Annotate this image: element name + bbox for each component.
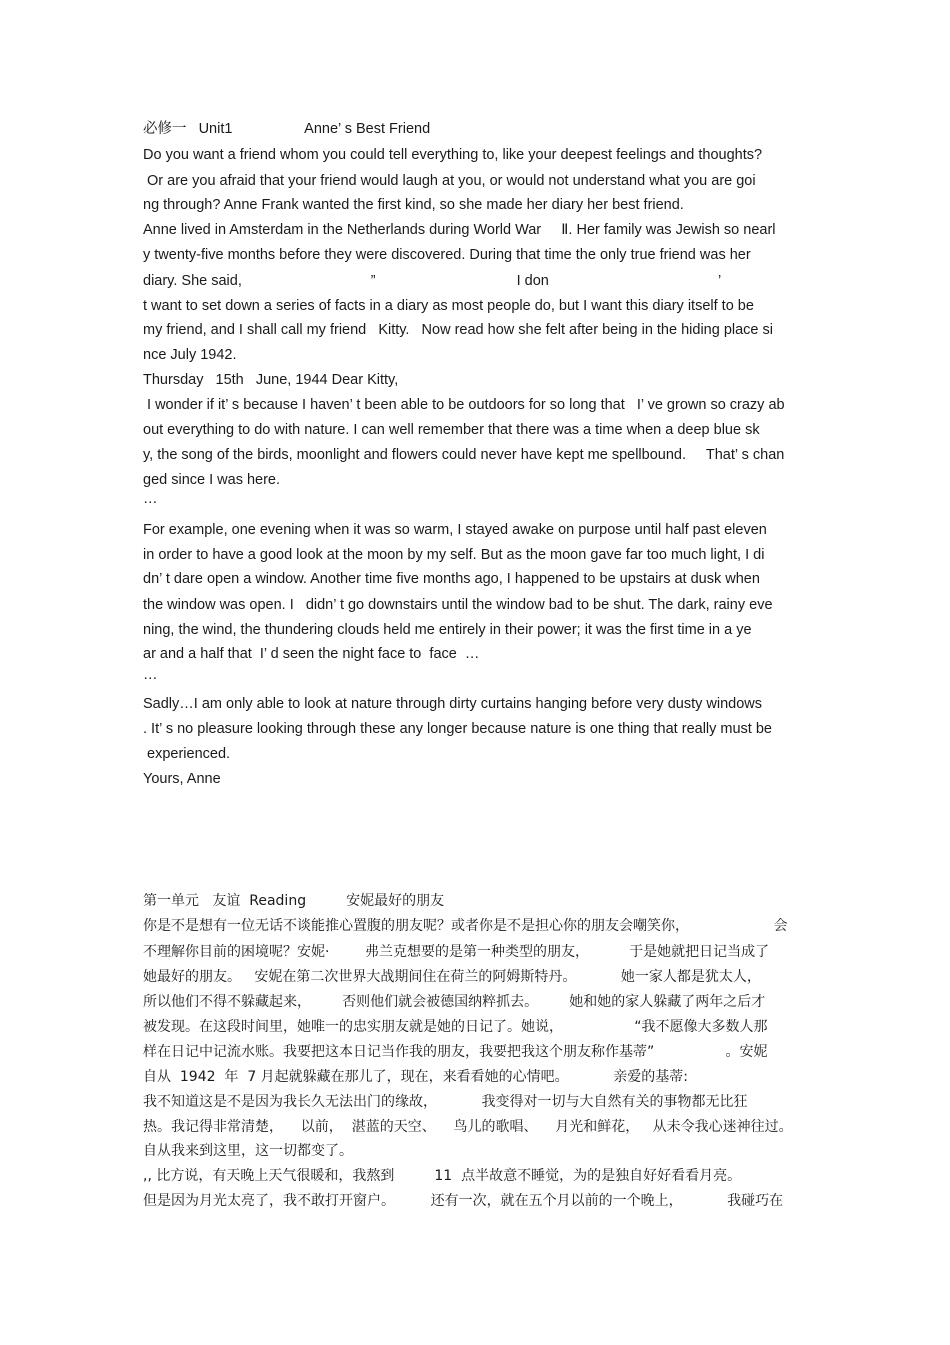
text-line: . It’ s no pleasure looking through these any longer because nature is one thing that really must be (143, 721, 772, 737)
text-line: Thursday 15th June, 1944 Dear Kitty, (143, 372, 399, 388)
text-line: 被发现。在这段时间里，她唯一的忠实朋友就是她的日记了。她说， “我不愿像大多数人那 (143, 1019, 768, 1035)
chinese-heading: 第一单元 友谊 Reading 安妮最好的朋友 (143, 893, 445, 909)
text-line: ning, the wind, the thundering clouds held me entirely in their power; it was the first time in a ye (143, 622, 752, 638)
ellipsis: … (143, 491, 158, 507)
text-line: dn’ t dare open a window. Another time five months ago, I happened to be upstairs at dusk when (143, 571, 760, 587)
text-line: 自从 1942 年 7 月起就躲藏在那儿了，现在，来看看她的心情吧。 亲爱的基蒂: (143, 1069, 688, 1085)
text-line: For example, one evening when it was so warm, I stayed awake on purpose until half past eleven (143, 522, 767, 538)
text-line: I wonder if it’ s because I haven’ t been able to be outdoors for so long that I’ ve grown so crazy ab (143, 397, 785, 413)
text-line: nce July 1942. (143, 347, 237, 363)
english-heading: 必修一 Unit1 Anne’ s Best Friend (143, 121, 431, 137)
text-line: 自从我来到这里，这一切都变了。 (143, 1143, 353, 1159)
text-line: 但是因为月光太亮了，我不敢打开窗户。 还有一次，就在五个月以前的一个晚上， 我碰巧在 (143, 1193, 784, 1209)
text-line: ar and a half that I’ d seen the night face to face … (143, 646, 480, 662)
text-line: 不理解你目前的困境呢？安妮· 弗兰克想要的是第一种类型的朋友， 于是她就把日记当成了 (143, 944, 770, 960)
text-line: 所以他们不得不躲藏起来， 否则他们就会被德国纳粹抓去。 她和她的家人躲藏了两年之后才 (143, 994, 766, 1010)
text-line: my friend, and I shall call my friend Kitty. Now read how she felt after being in the hiding place si (143, 322, 773, 338)
text-line: Do you want a friend whom you could tell everything to, like your deepest feelings and thoughts? (143, 147, 763, 163)
text-line: experienced. (143, 746, 231, 762)
text-line: y, the song of the birds, moonlight and flowers could never have kept me spellbound. That’ s chan (143, 447, 785, 463)
signature: Yours, Anne (143, 771, 221, 787)
ellipsis: … (143, 667, 158, 683)
text-line: y twenty-five months before they were discovered. During that time the only true friend was her (143, 247, 751, 263)
text-line: out everything to do with nature. I can well remember that there was a time when a deep blue sk (143, 422, 760, 438)
text-line: 她最好的朋友。 安妮在第二次世界大战期间住在荷兰的阿姆斯特丹。 她一家人都是犹太人， (143, 969, 761, 985)
text-line: diary. She said, ” I don ’ (143, 273, 722, 289)
text-line: ,, 比方说，有天晚上天气很暖和，我熬到 11 点半故意不睡觉，为的是独自好好看看月亮。 (143, 1168, 742, 1184)
text-line: ged since I was here. (143, 472, 281, 488)
text-line: Or are you afraid that your friend would laugh at you, or would not understand what you are goi (143, 173, 756, 189)
text-line: 样在日记中记流水账。我要把这本日记当作我的朋友，我要把我这个朋友称作基蒂” 。安妮 (143, 1044, 768, 1060)
text-line: 我不知道这是不是因为我长久无法出门的缘故， 我变得对一切与大自然有关的事物都无比狂 (143, 1094, 748, 1110)
text-line: in order to have a good look at the moon by my self. But as the moon gave far too much light, I di (143, 547, 765, 563)
text-line: Sadly…I am only able to look at nature through dirty curtains hanging before very dusty windows (143, 696, 763, 712)
text-line: 热。我记得非常清楚， 以前， 湛蓝的天空、 鸟儿的歌唱、 月光和鲜花， 从未令我心迷神往过。 (143, 1119, 793, 1135)
text-line: t want to set down a series of facts in a diary as most people do, but I want this diary itself to be (143, 298, 754, 314)
text-line: ng through? Anne Frank wanted the first kind, so she made her diary her best friend. (143, 197, 684, 213)
text-line: Anne lived in Amsterdam in the Netherlands during World War Ⅱ. Her family was Jewish so nearl (143, 222, 776, 238)
text-line: the window was open. I didn’ t go downstairs until the window bad to be shut. The dark, rainy eve (143, 597, 773, 613)
text-line: 你是不是想有一位无话不谈能推心置腹的朋友呢？或者你是不是担心你的朋友会嘲笑你， 会 (143, 918, 788, 934)
